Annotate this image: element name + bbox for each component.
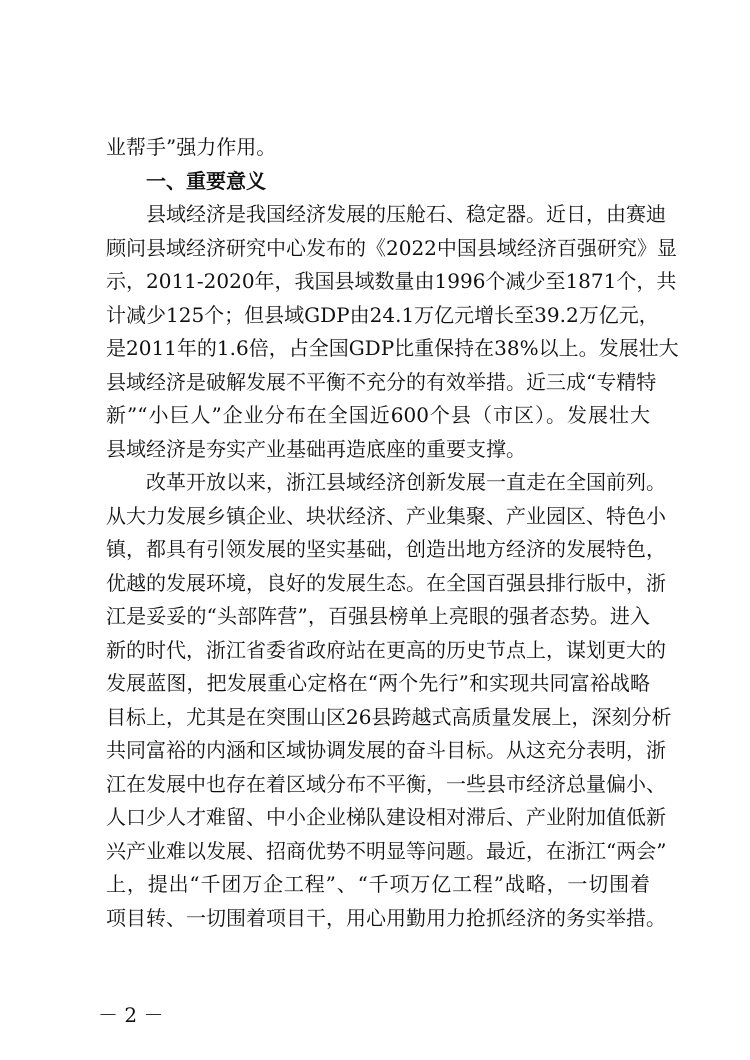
text-line-8: 县域经济是破解发展不平衡不充分的有效举措。近三成“专精特: [106, 369, 657, 394]
page-number: － 2 －: [98, 1003, 164, 1027]
text-line-15: 江是妥妥的“头部阵营”，百强县榜单上亮眼的强者态势。进入: [106, 604, 650, 628]
text-line-7: 是2011年的1.6倍，占全国GDP比重保持在38%以上。发展壮大: [106, 336, 679, 360]
text-line-4: 顾问县域经济研究中心发布的《2022中国县域经济百强研究》显: [106, 235, 677, 260]
text-line-22: 兴产业难以发展、招商优势不明显等问题。最近，在浙江“两会”: [106, 838, 667, 863]
text-line-10: 县域经济是夯实产业基础再造底座的重要支撑。: [106, 436, 526, 461]
text-line-20: 江在发展中也存在着区域分布不平衡，一些县市经济总量偏小、: [106, 771, 666, 796]
text-line-6: 计减少125个；但县域GDP由24.1万亿元增长至39.2万亿元，: [106, 302, 659, 327]
text-line-12: 从大力发展乡镇企业、块状经济、产业集聚、产业园区、特色小: [106, 503, 666, 528]
text-line-13: 镇，都具有引领发展的坚实基础，创造出地方经济的发展特色，: [106, 537, 666, 561]
text-line-14: 优越的发展环境，良好的发展生态。在全国百强县排行版中，浙: [106, 570, 666, 595]
text-line-11: 改革开放以来，浙江县域经济创新发展一直走在全国前列。: [106, 470, 666, 494]
text-line-3: 县域经济是我国经济发展的压舱石、稳定器。近日，由赛迪: [106, 202, 666, 226]
text-line-19: 共同富裕的内涵和区域协调发展的奋斗目标。从这充分表明，浙: [106, 738, 666, 762]
text-line-5: 示，2011-2020年，我国县域数量由1996个减少至1871个，共: [106, 269, 677, 293]
text-line-24: 项目转、一切围着项目干，用心用勤用力抢抓经济的务实举措。: [106, 905, 666, 930]
text-line-23: 上，提出“千团万企工程”、“千项万亿工程”战略，一切围着: [106, 872, 650, 896]
text-line-17: 发展蓝图，把发展重心定格在“两个先行”和实现共同富裕战略: [106, 671, 650, 695]
body-text: [106, 131, 679, 935]
section-heading: 一、重要意义: [146, 168, 266, 193]
text-line-18: 目标上，尤其是在突围山区26县跨越式高质量发展上，深刻分析: [106, 704, 672, 729]
text-line-21: 人口少人才难留、中小企业梯队建设相对滞后、产业附加值低新: [106, 805, 666, 829]
text-line-16: 新的时代，浙江省委省政府站在更高的历史节点上，谋划更大的: [106, 637, 666, 662]
text-line-1: 业帮手”强力作用。: [106, 135, 277, 159]
text-line-9: 新”“小巨人”企业分布在全国近600个县（市区）。发展壮大: [106, 403, 650, 427]
